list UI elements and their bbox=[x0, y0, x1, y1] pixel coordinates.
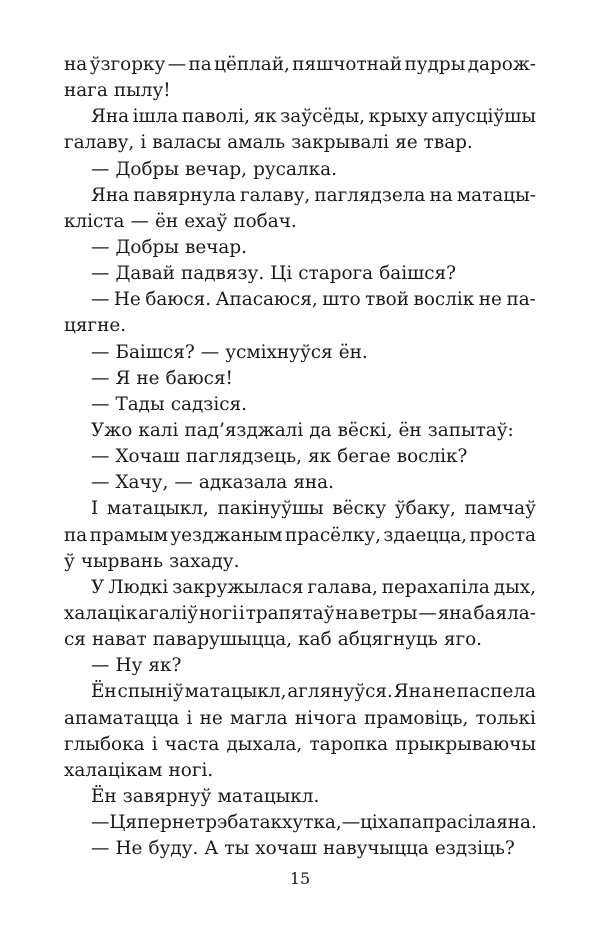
word: У bbox=[91, 576, 105, 598]
text-line bbox=[64, 130, 536, 156]
word: А bbox=[204, 838, 219, 860]
word: Не bbox=[113, 289, 141, 311]
word: баішся? bbox=[379, 263, 456, 285]
word: дыхала, bbox=[226, 733, 303, 755]
word: як? bbox=[148, 655, 182, 677]
word: ехаў bbox=[184, 210, 228, 232]
word: не bbox=[432, 681, 456, 703]
word: трэба bbox=[195, 812, 250, 834]
word: Яна bbox=[91, 184, 130, 206]
word: ён bbox=[398, 419, 422, 441]
word: — bbox=[91, 158, 110, 180]
word: галаву, bbox=[239, 184, 311, 206]
word: Людкі bbox=[108, 576, 169, 598]
text-line bbox=[64, 575, 536, 601]
word: ў bbox=[64, 550, 75, 572]
word: апаматацца bbox=[64, 707, 180, 729]
word: — bbox=[91, 341, 110, 363]
word: яе bbox=[395, 132, 418, 154]
text-line bbox=[64, 679, 536, 705]
word: паглядзець, bbox=[185, 446, 302, 468]
word: па bbox=[64, 524, 88, 546]
word: і bbox=[140, 132, 147, 154]
body-text bbox=[64, 52, 536, 862]
word: пудры bbox=[404, 54, 466, 75]
word: матацыкл. bbox=[217, 785, 320, 807]
word: на bbox=[335, 602, 359, 624]
text-line bbox=[64, 732, 536, 758]
word: вёскі, bbox=[337, 419, 393, 441]
word: магла bbox=[230, 707, 288, 729]
word: ціха bbox=[360, 812, 400, 834]
word: не bbox=[136, 367, 160, 389]
word: — bbox=[91, 263, 110, 285]
word: паспела bbox=[456, 681, 536, 703]
word: Ужо bbox=[91, 419, 133, 441]
text-line bbox=[64, 52, 536, 78]
word: яго. bbox=[443, 629, 482, 651]
word: халацікам bbox=[64, 759, 163, 781]
word: кліста bbox=[64, 210, 125, 232]
word: Тады bbox=[115, 393, 165, 415]
text-line bbox=[64, 601, 536, 627]
word: — bbox=[91, 289, 110, 311]
word: як bbox=[253, 106, 277, 128]
word: ты bbox=[224, 838, 250, 860]
word: ўзгорку bbox=[89, 54, 166, 75]
word: каб bbox=[298, 629, 332, 651]
text-line bbox=[64, 496, 536, 522]
word: Ну bbox=[115, 655, 143, 677]
word: — bbox=[91, 655, 110, 677]
word: Добры bbox=[115, 236, 179, 258]
text-line bbox=[64, 549, 536, 575]
word: — bbox=[91, 393, 110, 415]
word: дарож- bbox=[467, 54, 536, 75]
word: пылу! bbox=[113, 80, 171, 102]
word: ездзіць? bbox=[434, 838, 515, 860]
text-line bbox=[64, 523, 536, 549]
word: таропка bbox=[309, 733, 389, 755]
word: глыбока bbox=[64, 733, 145, 755]
word: да bbox=[309, 419, 332, 441]
word: на bbox=[64, 54, 88, 75]
word: ўбаку, bbox=[394, 498, 456, 520]
word: не bbox=[171, 812, 196, 834]
word: яна. bbox=[293, 472, 334, 494]
word: агаліў bbox=[138, 602, 199, 624]
word: буду. bbox=[148, 838, 199, 860]
word: халацік bbox=[64, 602, 138, 624]
word: Хачу, bbox=[115, 472, 169, 494]
text-line bbox=[64, 235, 536, 261]
word: завярнуў bbox=[122, 785, 212, 807]
word: пад’язджалі bbox=[184, 419, 304, 441]
word: твар. bbox=[423, 132, 473, 154]
word: твой bbox=[365, 289, 409, 311]
word: — bbox=[91, 812, 110, 834]
word: хочаш bbox=[255, 838, 317, 860]
text-line bbox=[64, 78, 536, 104]
word: баяла- bbox=[473, 602, 536, 624]
word: толькі bbox=[475, 707, 536, 729]
word: Хочаш bbox=[115, 446, 180, 468]
word: пяшчотнай bbox=[292, 54, 403, 75]
word: хутка, bbox=[282, 812, 342, 834]
word: — bbox=[130, 210, 149, 232]
word: матацы- bbox=[456, 184, 536, 206]
text-line bbox=[64, 836, 536, 862]
word: чырвань bbox=[80, 550, 164, 572]
word: старога bbox=[298, 263, 374, 285]
word: апусціўшы bbox=[431, 106, 536, 128]
word: амаль bbox=[227, 132, 286, 154]
word: абцягнуць bbox=[337, 629, 438, 651]
word: ногі. bbox=[168, 759, 214, 781]
word: папрасіла bbox=[399, 812, 497, 834]
word: прыкрываючы bbox=[395, 733, 536, 755]
word: паварушыцца, bbox=[152, 629, 293, 651]
word: — bbox=[341, 812, 361, 834]
text-line bbox=[64, 627, 536, 653]
word: заўсёды, bbox=[280, 106, 366, 128]
word: цягне. bbox=[64, 315, 127, 337]
word: па bbox=[188, 54, 212, 75]
word: на bbox=[429, 184, 453, 206]
word: бегае bbox=[337, 446, 391, 468]
word: не bbox=[478, 289, 502, 311]
word: перахапіла bbox=[381, 576, 490, 598]
word: ён bbox=[155, 210, 179, 232]
word: — bbox=[91, 838, 110, 860]
word: — bbox=[91, 236, 110, 258]
word: ногі bbox=[199, 602, 238, 624]
word: нічога bbox=[294, 707, 357, 729]
word: Апасаюся, bbox=[215, 289, 318, 311]
text-line bbox=[64, 653, 536, 679]
word: яна. bbox=[496, 812, 537, 834]
word: усміхнуўся bbox=[225, 341, 333, 363]
word: закрывалі bbox=[291, 132, 390, 154]
word: так bbox=[249, 812, 283, 834]
text-line bbox=[64, 313, 536, 339]
word: вечар, bbox=[185, 158, 248, 180]
word: не bbox=[199, 707, 223, 729]
word: Яна bbox=[91, 106, 130, 128]
word: прамовіць, bbox=[364, 707, 469, 729]
word: паволі, bbox=[181, 106, 250, 128]
text-line bbox=[64, 366, 536, 392]
word: аглянуўся. bbox=[287, 681, 393, 703]
word: спыніў bbox=[117, 681, 184, 703]
word: І bbox=[91, 498, 99, 520]
word: Давай bbox=[115, 263, 175, 285]
word: крыху bbox=[368, 106, 428, 128]
word: адказала bbox=[198, 472, 288, 494]
word: ён. bbox=[338, 341, 368, 363]
word: — bbox=[174, 472, 193, 494]
word: захаду. bbox=[169, 550, 240, 572]
text-line bbox=[64, 444, 536, 470]
word: ся bbox=[64, 629, 86, 651]
word: — bbox=[91, 472, 110, 494]
word: прамым bbox=[89, 524, 168, 546]
word: — bbox=[91, 446, 110, 468]
word: галава, bbox=[307, 576, 378, 598]
word: уезджаным bbox=[170, 524, 283, 546]
word: Ці bbox=[270, 263, 293, 285]
word: павярнула bbox=[133, 184, 236, 206]
text-line bbox=[64, 470, 536, 496]
text-line bbox=[64, 706, 536, 732]
page-number: 15 bbox=[289, 869, 311, 888]
word: побач. bbox=[233, 210, 297, 232]
text-line bbox=[64, 758, 536, 784]
word: Яна bbox=[393, 681, 432, 703]
word: ішла bbox=[132, 106, 179, 128]
text-line bbox=[64, 183, 536, 209]
word: Ён bbox=[91, 681, 117, 703]
word: па- bbox=[506, 289, 536, 311]
word: валасы bbox=[152, 132, 222, 154]
text-line bbox=[64, 392, 536, 418]
word: Я bbox=[115, 367, 131, 389]
word: трапятаў bbox=[245, 602, 335, 624]
word: матацыкл, bbox=[106, 498, 209, 520]
word: калі bbox=[138, 419, 179, 441]
word: Ён bbox=[91, 785, 117, 807]
text-line bbox=[64, 209, 536, 235]
text-line bbox=[64, 157, 536, 183]
text-line bbox=[64, 261, 536, 287]
word: Добры bbox=[115, 158, 179, 180]
text-line bbox=[64, 104, 536, 130]
word: проста bbox=[469, 524, 536, 546]
word: нават bbox=[91, 629, 147, 651]
word: — bbox=[167, 54, 187, 75]
word: вослік? bbox=[396, 446, 468, 468]
word: падвязу. bbox=[181, 263, 265, 285]
word: як bbox=[308, 446, 332, 468]
word: яна bbox=[437, 602, 473, 624]
word: дых, bbox=[493, 576, 536, 598]
word: ветры bbox=[359, 602, 418, 624]
word: і bbox=[151, 733, 158, 755]
text-line bbox=[64, 418, 536, 444]
word: вёску bbox=[332, 498, 387, 520]
word: прасёлку, bbox=[284, 524, 381, 546]
word: закружылася bbox=[172, 576, 304, 598]
word: запытаў: bbox=[427, 419, 514, 441]
word: часта bbox=[164, 733, 220, 755]
word: Баішся? bbox=[115, 341, 195, 363]
word: — bbox=[200, 341, 220, 363]
word: баюся. bbox=[145, 289, 212, 311]
word: цёплай, bbox=[214, 54, 290, 75]
text-line bbox=[64, 784, 536, 810]
word: баюся! bbox=[165, 367, 233, 389]
word: вослік bbox=[413, 289, 475, 311]
text-line bbox=[64, 340, 536, 366]
word: — bbox=[418, 602, 437, 624]
word: Цяпер bbox=[109, 812, 172, 834]
word: і bbox=[238, 602, 245, 624]
word: і bbox=[186, 707, 193, 729]
word: вечар. bbox=[185, 236, 248, 258]
word: садзіся. bbox=[170, 393, 247, 415]
word: памчаў bbox=[464, 498, 536, 520]
word: — bbox=[91, 367, 110, 389]
text-line bbox=[64, 287, 536, 313]
text-line bbox=[64, 810, 536, 836]
word: матацыкл, bbox=[184, 681, 287, 703]
word: здаецца, bbox=[383, 524, 468, 546]
word: паглядзела bbox=[314, 184, 426, 206]
word: галаву, bbox=[64, 132, 135, 154]
word: русалка. bbox=[253, 158, 337, 180]
word: што bbox=[322, 289, 361, 311]
word: навучыцца bbox=[323, 838, 429, 860]
word: нага bbox=[64, 80, 108, 102]
word: Не bbox=[115, 838, 143, 860]
word: пакінуўшы bbox=[217, 498, 324, 520]
